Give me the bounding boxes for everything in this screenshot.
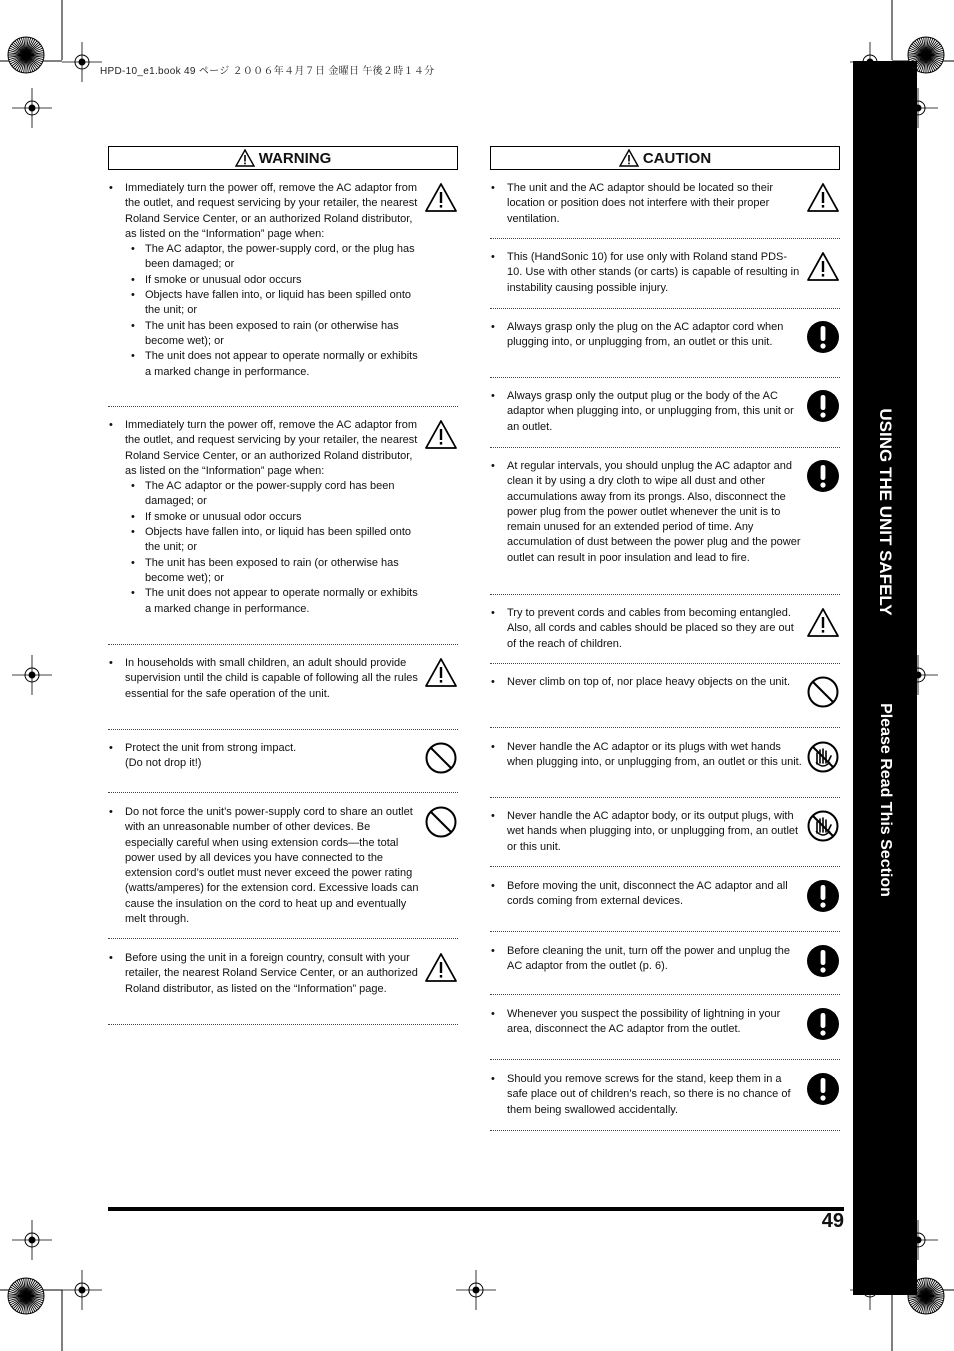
entry-text (490, 606, 802, 652)
no-wet-hands-icon (806, 809, 840, 843)
bullet-item: • Should you remove screws for the stand, keep them in a safe place out of children’s reach, so there is no chance of them being swallowed accidentally. (490, 1072, 802, 1118)
entry-text (490, 944, 802, 975)
mandatory-action-icon (806, 1007, 840, 1041)
mandatory-action-icon (806, 944, 840, 978)
mandatory-action-icon (806, 944, 840, 978)
sub-bullet-item: • If smoke or unusual odor occurs (108, 273, 420, 288)
sub-bullet-item: • The unit has been exposed to rain (or otherwise has become wet); or (108, 319, 420, 350)
caution-triangle-icon (806, 181, 840, 215)
caution-column (490, 146, 840, 1146)
mandatory-action-icon (806, 389, 840, 423)
prohibited-icon (806, 675, 840, 709)
bullet-item: • Never handle the AC adaptor body, or its output plugs, with wet hands when plugging into, or unplugging from, an outlet or this unit. (490, 809, 802, 855)
dotted-separator (490, 308, 840, 309)
sub-bullet-item: • The unit does not appear to operate normally or exhibits a marked change in performance. (108, 586, 420, 617)
entry-text (108, 181, 420, 380)
bullet-item: • Immediately turn the power off, remove the AC adaptor from the outlet, and request servicing by your retailer, the nearest Roland Service Center, or an authorized Roland distributor, as listed on the “Information” page when: (108, 418, 420, 479)
footer-rule (108, 1207, 844, 1211)
dotted-separator (490, 238, 840, 239)
caution-triangle-icon (806, 250, 840, 284)
page-number: 49 (821, 1210, 844, 1232)
caution-heading-box (490, 146, 840, 170)
prohibited-icon (424, 805, 458, 839)
bullet-item: • Protect the unit from strong impact. (108, 741, 420, 756)
dotted-separator (108, 729, 458, 730)
bullet-item: • Whenever you suspect the possibility of lightning in your area, disconnect the AC adaptor from the outlet. (490, 1007, 802, 1038)
bullet-item: • Immediately turn the power off, remove the AC adaptor from the outlet, and request servicing by your retailer, the nearest Roland Service Center, or an authorized Roland distributor, as listed on the “Information” page when: (108, 181, 420, 242)
bullet-item: • Before using the unit in a foreign country, consult with your retailer, the nearest Roland Service Center, or an authorized Roland distributor, as listed on the “Information” page. (108, 951, 420, 997)
entry-text (108, 741, 420, 772)
warning-heading: WARNING (258, 149, 332, 167)
mandatory-action-icon (806, 1072, 840, 1106)
caution-triangle-icon (424, 656, 458, 690)
caution-triangle-icon (424, 951, 458, 985)
bullet-item: • Try to prevent cords and cables from becoming entangled. Also, all cords and cables should be placed so they are out of the reach of children. (490, 606, 802, 652)
caution-triangle-icon (424, 656, 458, 690)
entry-text (490, 809, 802, 855)
crosshair-mark (62, 1270, 102, 1310)
crosshair-mark (12, 88, 52, 128)
entry-text (108, 656, 420, 702)
caution-triangle-icon (806, 250, 840, 284)
mandatory-action-icon (806, 1007, 840, 1041)
mandatory-action-icon (806, 389, 840, 423)
bullet-item: • Always grasp only the plug on the AC adaptor cord when plugging into, or unplugging from, an outlet or this unit. (490, 320, 802, 351)
bullet-item: • Never handle the AC adaptor or its plugs with wet hands when plugging into, or unplugging from, an outlet or this unit. (490, 740, 802, 771)
entry-text (490, 320, 802, 351)
dotted-separator (108, 938, 458, 939)
entry-text (490, 1072, 802, 1118)
entry-text (490, 181, 802, 227)
dotted-separator (490, 1130, 840, 1131)
prohibited-icon (424, 741, 458, 775)
dotted-separator (108, 792, 458, 793)
caution-triangle-icon (806, 606, 840, 640)
crosshair-mark (12, 1220, 52, 1260)
sub-bullet-item: • The unit has been exposed to rain (or otherwise has become wet); or (108, 556, 420, 587)
dotted-separator (490, 994, 840, 995)
bullet-item: • This (HandSonic 10) for use only with Roland stand PDS-10. Use with other stands (or carts) is capable of resulting in instability causing possible injury. (490, 250, 802, 296)
bullet-continuation: (Do not drop it!) (125, 757, 202, 770)
mandatory-action-icon (806, 879, 840, 913)
bullet-item: • At regular intervals, you should unplug the AC adaptor and clean it by using a dry cloth to wipe all dust and other accumulations away from its prongs. Also, disconnect the power plug from the power outlet whenever the unit is to remain unused for an extended period of time. Any accumulation of dust between the power plug and the power outlet can result in poor insulation and lead to fire. (490, 459, 802, 566)
warning-heading-box (108, 146, 458, 170)
sub-bullet-item: • Objects have fallen into, or liquid has been spilled onto the unit; or (108, 288, 420, 319)
sidebar-title-please-read: Please Read This Section (877, 703, 894, 897)
mandatory-action-icon (806, 879, 840, 913)
no-wet-hands-icon (806, 740, 840, 774)
entry-text (490, 740, 802, 771)
dotted-separator (490, 1059, 840, 1060)
caution-triangle-icon (424, 181, 458, 215)
dotted-separator (108, 406, 458, 407)
bullet-item: • Do not force the unit’s power-supply cord to share an outlet with an unreasonable number of other devices. Be especially careful when using extension cords—the total power used by all devices you have connected to the extension cord’s outlet must never exceed the power rating (watts/amperes) for the extension cord. Excessive loads can cause the insulation on the cord to heat up and eventually melt through. (108, 805, 420, 927)
sidebar-title-using-unit-safely: USING THE UNIT SAFELY (876, 408, 895, 616)
dotted-separator (490, 866, 840, 867)
entry-text (490, 1007, 802, 1038)
sub-bullet-item: • If smoke or unusual odor occurs (108, 510, 420, 525)
mandatory-action-icon (806, 320, 840, 354)
bullet-item: • In households with small children, an adult should provide supervision until the child is capable of following all the rules essential for the safe operation of the unit. (108, 656, 420, 702)
mandatory-action-icon (806, 320, 840, 354)
sub-bullet-item: • The AC adaptor, the power-supply cord, or the plug has been damaged; or (108, 242, 420, 273)
caution-triangle-icon (424, 181, 458, 215)
dotted-separator (490, 377, 840, 378)
dotted-separator (108, 1024, 458, 1025)
entry-text (490, 250, 802, 296)
caution-triangle-icon (424, 418, 458, 452)
dotted-separator (490, 447, 840, 448)
crosshair-mark (456, 1270, 496, 1310)
no-wet-hands-icon (806, 809, 840, 843)
caution-triangle-icon (806, 606, 840, 640)
entry-text (108, 951, 420, 997)
caution-heading: CAUTION (642, 149, 712, 167)
no-wet-hands-icon (806, 740, 840, 774)
prohibited-icon (424, 805, 458, 839)
crosshair-mark (12, 655, 52, 695)
sub-bullet-item: • Objects have fallen into, or liquid has been spilled onto the unit; or (108, 525, 420, 556)
bullet-item: • Never climb on top of, nor place heavy objects on the unit. (490, 675, 802, 690)
entry-text (108, 418, 420, 617)
bullet-item: • Before moving the unit, disconnect the AC adaptor and all cords coming from external devices. (490, 879, 802, 910)
mandatory-action-icon (806, 459, 840, 493)
file-header: HPD-10_e1.book 49 ページ ２００６年４月７日 金曜日 午後２時１４分 (100, 66, 435, 77)
bullet-item: • The unit and the AC adaptor should be located so their location or position does not interfere with their proper ventilation. (490, 181, 802, 227)
dotted-separator (490, 727, 840, 728)
bullet-item: • Before cleaning the unit, turn off the power and unplug the AC adaptor from the outlet (p. 6). (490, 944, 802, 975)
dotted-separator (108, 644, 458, 645)
sub-bullet-item: • The AC adaptor or the power-supply cord has been damaged; or (108, 479, 420, 510)
dotted-separator (490, 797, 840, 798)
crosshair-mark (62, 42, 102, 82)
mandatory-action-icon (806, 1072, 840, 1106)
caution-triangle-icon (806, 181, 840, 215)
registration-star-mark (6, 35, 46, 75)
prohibited-icon (424, 741, 458, 775)
entry-text (490, 459, 802, 566)
warning-column (108, 146, 458, 1046)
prohibited-icon (806, 675, 840, 709)
caution-triangle-icon (424, 418, 458, 452)
entry-text (490, 675, 802, 690)
caution-triangle-icon (424, 951, 458, 985)
entry-text (490, 389, 802, 435)
dotted-separator (490, 663, 840, 664)
sub-bullet-item: • The unit does not appear to operate normally or exhibits a marked change in performance. (108, 349, 420, 380)
entry-text (108, 805, 420, 927)
dotted-separator (490, 931, 840, 932)
caution-triangle-icon (235, 149, 255, 167)
entry-text (490, 879, 802, 910)
bullet-item: • Always grasp only the output plug or the body of the AC adaptor when plugging into, or unplugging from, this unit or an outlet. (490, 389, 802, 435)
registration-star-mark (6, 1276, 46, 1316)
mandatory-action-icon (806, 459, 840, 493)
dotted-separator (490, 594, 840, 595)
caution-triangle-icon (619, 149, 639, 167)
